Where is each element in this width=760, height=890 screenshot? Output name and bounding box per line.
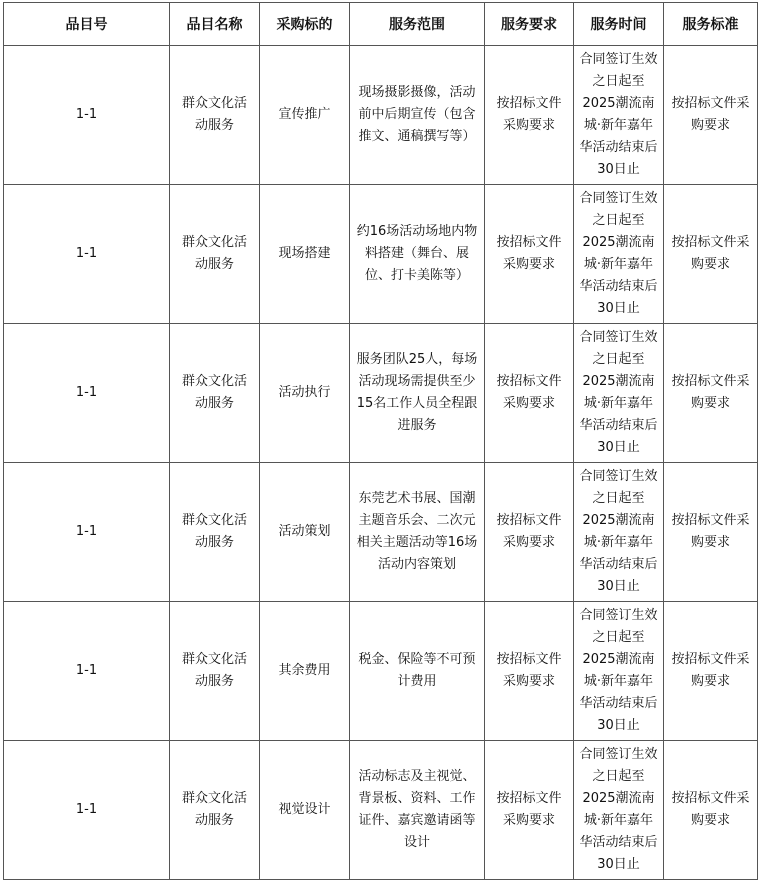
cell-time: 合同签订生效之日起至2025潮流南城·新年嘉年华活动结束后30日止 [574, 602, 664, 741]
cell-target: 宣传推广 [260, 46, 350, 185]
header-row [4, 3, 758, 46]
cell-item-name: 群众文化活动服务 [170, 324, 260, 463]
cell-item-no: 1-1 [4, 46, 170, 185]
cell-item-name: 群众文化活动服务 [170, 463, 260, 602]
cell-requirement: 按招标文件采购要求 [485, 185, 574, 324]
table-row [4, 602, 758, 741]
header-standard: 服务标准 [664, 3, 758, 46]
cell-item-name: 群众文化活动服务 [170, 185, 260, 324]
cell-standard: 按招标文件采购要求 [664, 602, 758, 741]
cell-target: 其余费用 [260, 602, 350, 741]
cell-item-no: 1-1 [4, 185, 170, 324]
table-row [4, 46, 758, 185]
cell-target: 活动执行 [260, 324, 350, 463]
cell-scope: 服务团队25人，每场活动现场需提供至少15名工作人员全程跟进服务 [350, 324, 485, 463]
header-time: 服务时间 [574, 3, 664, 46]
cell-item-name: 群众文化活动服务 [170, 46, 260, 185]
cell-time: 合同签订生效之日起至2025潮流南城·新年嘉年华活动结束后30日止 [574, 46, 664, 185]
cell-time: 合同签订生效之日起至2025潮流南城·新年嘉年华活动结束后30日止 [574, 324, 664, 463]
header-scope: 服务范围 [350, 3, 485, 46]
cell-item-no: 1-1 [4, 602, 170, 741]
header-item-name: 品目名称 [170, 3, 260, 46]
cell-requirement: 按招标文件采购要求 [485, 46, 574, 185]
cell-scope: 税金、保险等不可预计费用 [350, 602, 485, 741]
table-row [4, 324, 758, 463]
cell-scope: 活动标志及主视觉、背景板、资料、工作证件、嘉宾邀请函等设计 [350, 741, 485, 880]
cell-scope: 现场摄影摄像，活动前中后期宣传（包含推文、通稿撰写等） [350, 46, 485, 185]
cell-time: 合同签订生效之日起至2025潮流南城·新年嘉年华活动结束后30日止 [574, 741, 664, 880]
header-item-no: 品目号 [4, 3, 170, 46]
cell-target: 活动策划 [260, 463, 350, 602]
procurement-table [3, 2, 758, 880]
cell-standard: 按招标文件采购要求 [664, 46, 758, 185]
cell-item-no: 1-1 [4, 324, 170, 463]
cell-standard: 按招标文件采购要求 [664, 324, 758, 463]
cell-standard: 按招标文件采购要求 [664, 741, 758, 880]
cell-requirement: 按招标文件采购要求 [485, 602, 574, 741]
table-row [4, 463, 758, 602]
cell-standard: 按招标文件采购要求 [664, 463, 758, 602]
cell-time: 合同签订生效之日起至2025潮流南城·新年嘉年华活动结束后30日止 [574, 463, 664, 602]
table-row [4, 741, 758, 880]
cell-scope: 约16场活动场地内物料搭建（舞台、展位、打卡美陈等） [350, 185, 485, 324]
cell-standard: 按招标文件采购要求 [664, 185, 758, 324]
cell-time: 合同签订生效之日起至2025潮流南城·新年嘉年华活动结束后30日止 [574, 185, 664, 324]
cell-target: 视觉设计 [260, 741, 350, 880]
header-requirement: 服务要求 [485, 3, 574, 46]
header-target: 采购标的 [260, 3, 350, 46]
cell-item-name: 群众文化活动服务 [170, 602, 260, 741]
cell-item-name: 群众文化活动服务 [170, 741, 260, 880]
cell-target: 现场搭建 [260, 185, 350, 324]
cell-requirement: 按招标文件采购要求 [485, 463, 574, 602]
cell-requirement: 按招标文件采购要求 [485, 741, 574, 880]
cell-requirement: 按招标文件采购要求 [485, 324, 574, 463]
cell-item-no: 1-1 [4, 741, 170, 880]
cell-item-no: 1-1 [4, 463, 170, 602]
table-row [4, 185, 758, 324]
cell-scope: 东莞艺术书展、国潮主题音乐会、二次元相关主题活动等16场活动内容策划 [350, 463, 485, 602]
